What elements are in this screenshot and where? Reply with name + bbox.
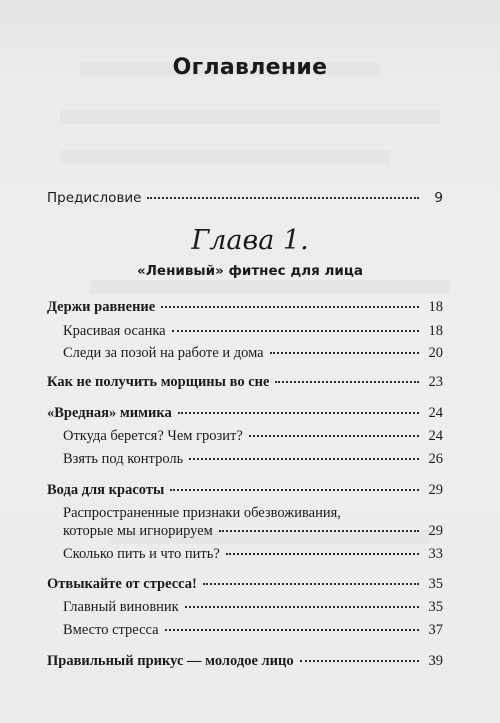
toc-entry-title: Следи за позой на работе и дома: [63, 345, 264, 361]
toc-subsection[interactable]: [63, 427, 443, 445]
toc-subsection[interactable]: [63, 322, 443, 340]
toc-section[interactable]: [47, 481, 443, 499]
page-title: Оглавление: [172, 55, 328, 80]
toc-page-number: 29: [428, 523, 443, 539]
dot-leader: [275, 381, 419, 383]
toc-entry-preface[interactable]: [47, 189, 443, 207]
dot-leader: [300, 660, 419, 662]
toc-section[interactable]: [47, 404, 443, 422]
toc-page-number: 37: [428, 622, 443, 638]
toc-entry-title: Главный виновник: [63, 599, 179, 615]
toc-page-number: 26: [428, 451, 443, 467]
dot-leader: [170, 489, 419, 491]
toc-section[interactable]: [47, 575, 443, 593]
toc-entry-title: Отвыкайте от стресса!: [47, 576, 197, 592]
toc-page-number: 35: [428, 576, 443, 592]
toc-subsection[interactable]: [63, 522, 443, 540]
dot-leader: [226, 553, 419, 555]
toc-page-number: 35: [428, 599, 443, 615]
toc-page-number: 33: [428, 546, 443, 562]
toc-subsection[interactable]: [63, 598, 443, 616]
dot-leader: [172, 330, 419, 332]
toc-section[interactable]: [47, 652, 443, 670]
toc-subsection[interactable]: [63, 344, 443, 362]
show-through-shadow: [60, 150, 390, 164]
dot-leader: [165, 629, 419, 631]
toc-section[interactable]: [47, 373, 443, 391]
toc-page-number: 29: [428, 482, 443, 498]
toc-entry-title: Взять под контроль: [63, 451, 184, 467]
dot-leader: [178, 412, 419, 414]
toc-page-number: 39: [428, 653, 443, 669]
toc-page-number: 24: [428, 428, 443, 444]
dot-leader: [185, 606, 419, 608]
toc-section[interactable]: [47, 298, 443, 316]
show-through-shadow: [60, 110, 440, 124]
dot-leader: [203, 583, 419, 585]
dot-leader: [189, 458, 419, 460]
chapter-title: «Ленивый» фитнес для лица: [137, 263, 363, 279]
toc-entry-title: Вода для красоты: [47, 482, 165, 498]
toc-entry-title: Сколько пить и что пить?: [63, 546, 220, 562]
toc-page-number: 9: [434, 190, 443, 206]
toc-page-number: 18: [428, 299, 443, 315]
toc-subsection[interactable]: [63, 621, 443, 639]
toc-subsection[interactable]: [63, 545, 443, 563]
toc-entry-title: Красивая осанка: [63, 323, 166, 339]
toc-entry-title-line: Распространенные признаки обезвоживания,: [63, 505, 341, 521]
toc-entry-title: Откуда берется? Чем грозит?: [63, 428, 243, 444]
dot-leader: [219, 530, 419, 532]
toc-entry-title: Вместо стресса: [63, 622, 159, 638]
toc-entry-title: Правильный прикус — молодое лицо: [47, 653, 294, 669]
toc-subsection[interactable]: [63, 450, 443, 468]
toc-entry-title: Как не получить морщины во сне: [47, 374, 270, 390]
toc-page-number: 23: [428, 374, 443, 390]
toc-page-number: 18: [428, 323, 443, 339]
toc-page-number: 24: [428, 405, 443, 421]
toc-entry-title: Предисловие: [47, 190, 142, 206]
dot-leader: [161, 306, 419, 308]
toc-entry-title: Держи равнение: [47, 299, 156, 315]
dot-leader: [147, 197, 419, 199]
dot-leader: [270, 352, 419, 354]
chapter-label: Глава 1.: [191, 225, 309, 256]
toc-entry-title: которые мы игнорируем: [63, 523, 213, 539]
show-through-shadow: [90, 280, 450, 294]
toc-entry-title: «Вредная» мимика: [47, 405, 172, 421]
toc-page-number: 20: [428, 345, 443, 361]
dot-leader: [249, 435, 419, 437]
